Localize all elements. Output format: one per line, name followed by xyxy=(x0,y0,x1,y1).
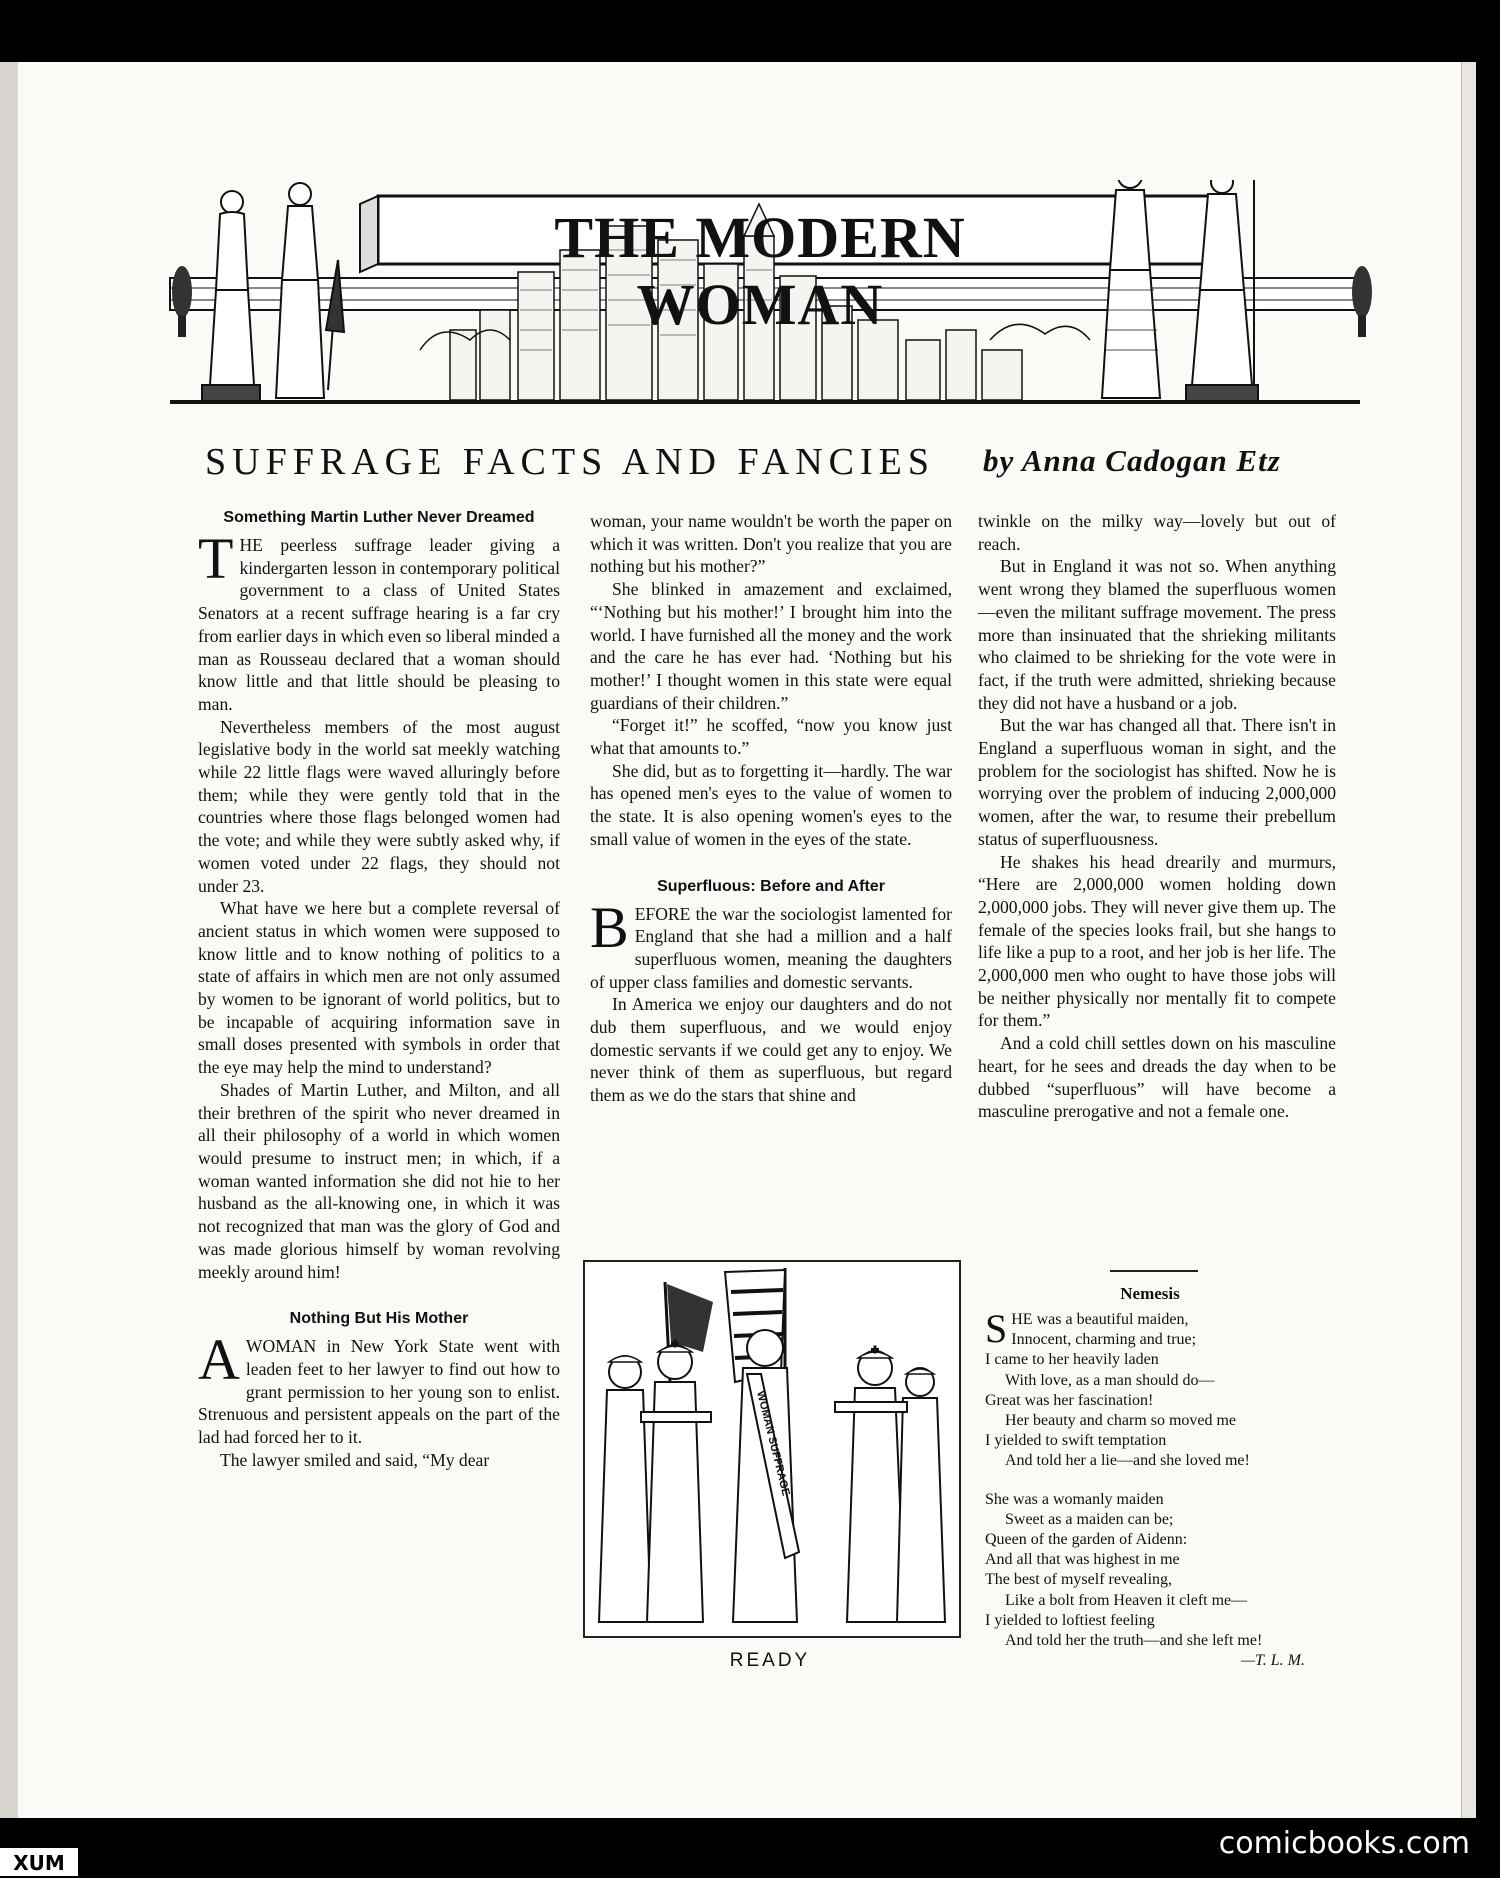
paragraph: But the war has changed all that. There isn't in England a superfluous woman in sight, and the problem for the sociologist has shifted. Now he is worrying over the problem of inducing 2,000,000 women, after the war, to resume their prebellum status of superfluousness. xyxy=(978,715,1336,849)
paragraph: twinkle on the milky way—lovely but out of reach. xyxy=(978,511,1336,554)
paragraph: In America we enjoy our daughters and do not dub them superfluous, and we would enjoy domestic servants if we could get any to enjoy. We never think of them as superfluous, but regard them as we do the stars that shine and xyxy=(590,994,952,1106)
poem-line: She was a womanly maiden xyxy=(985,1490,1164,1508)
paragraph: AWOMAN in New York State went with leaden feet to her lawyer to find out how to grant permission to her young son to enlist. Strenuous and persistent appeals on the part of the lad had forced her to it. xyxy=(198,1327,560,1448)
paragraph: “Forget it!” he scoffed, “now you know just what that amounts to.” xyxy=(590,715,952,759)
article-column-2 xyxy=(590,510,952,1107)
paragraph: BEFORE the war the sociologist lamented for England that she had a million and a half superfluous women, meaning the daughters of upper class families and domestic servants. xyxy=(590,894,952,992)
paragraph: Nevertheless members of the most august legislative body in the world sat meekly watching while 22 little flags were waved alluringly before them; while they were gently told that in the countries where those flags belonged women had the vote; and while they were subtly asked why, if women voted under 22 flags, they should not under 23. xyxy=(198,716,560,896)
paragraph: She did, but as to forgetting it—hardly. The war has opened men's eyes to the value of women to the state. It is also opening women's eyes to the small value of women in the eyes of the state. xyxy=(590,760,952,849)
poem-line: I yielded to loftiest feeling xyxy=(985,1611,1155,1629)
article-byline: by Anna Cadogan Etz xyxy=(983,443,1281,478)
poem-signature: —T. L. M. xyxy=(1240,1652,1305,1670)
paragraph: What have we here but a complete reversal of ancient status in which women were supposed to know little and to know nothing of politics to a state of affairs in which men are not only assumed by women to be ignorant of world politics, but to be incapable of acquiring information save in small doses presented with symbols in order that the eye may help the mind to understand? xyxy=(198,898,560,1078)
paragraph: And a cold chill settles down on his masculine heart, for he sees and dreads the day when to be dubbed “superfluous” will have become a masculine prerogative and not a female one. xyxy=(978,1033,1336,1122)
article-column-1 xyxy=(198,508,560,1471)
paragraph: woman, your name wouldn't be worth the paper on which it was written. Don't you realize that you are nothing but his mother?” xyxy=(590,511,952,577)
paragraph: The lawyer smiled and said, “My dear xyxy=(220,1449,490,1470)
poem-line: And all that was highest in me xyxy=(985,1551,1180,1569)
ready-illustration xyxy=(583,1260,961,1638)
poem-line: Like a bolt from Heaven it cleft me— xyxy=(1005,1591,1248,1609)
site-watermark: comicbooks.com xyxy=(1218,1826,1470,1861)
poem-line: Her beauty and charm so moved me xyxy=(1005,1412,1237,1430)
sash-text: WOMAN SUFFRAGE xyxy=(754,1389,792,1498)
paragraph: He shakes his head drearily and murmurs, “Here are 2,000,000 women holding down 2,000,000 jobs. They will never give them up. The female of the species looks frail, but she hangs to life like a pup to a root, and her job is her life. The 2,000,000 men who ought to have those jobs will be neither physically nor mentally fit to compete for them.” xyxy=(978,851,1336,1031)
page-edge xyxy=(1461,62,1476,1818)
corner-tag: XUM xyxy=(0,1848,78,1876)
poem xyxy=(985,1306,1315,1671)
paragraph: But in England it was not so. When anything went wrong they blamed the superfluous women—even the militant suffrage movement. The press more than insinuated that the shrieking militants who claimed to be shrieking for the vote were in fact, if the truth were admitted, shrieking because they did not have a husband or a job. xyxy=(978,556,1336,713)
section-heading: Nothing But His Mother xyxy=(289,1310,469,1328)
poem-line: I came to her heavily laden xyxy=(985,1351,1159,1369)
poem-title: Nemesis xyxy=(1120,1284,1180,1303)
drop-cap: A xyxy=(198,1327,240,1393)
paragraph: THE peerless suffrage leader giving a kindergarten lesson in contemporary political government to a class of United States Senators at a recent suffrage hearing is a far cry from earlier days in which even so liberal minded a man as Rousseau declared that a woman should know little and that little should be pleasing to man. xyxy=(198,526,561,714)
page-spine xyxy=(0,62,18,1818)
poem-line: I yielded to swift temptation xyxy=(985,1432,1167,1450)
poem-line: Queen of the garden of Aidenn: xyxy=(985,1531,1188,1549)
drop-cap: S xyxy=(985,1306,1008,1351)
article-column-3 xyxy=(978,510,1336,1123)
paragraph: Shades of Martin Luther, and Milton, and all their brethren of the spirit who never dreamed in all their philosophy of a world in which women would presume to instruct men; in which, if a woman wanted information she did not hie to her husband as the all-knowing one, in which it was not recognized that man was the glory of God and was made glorious himself by woman revolving meekly around him! xyxy=(198,1079,560,1282)
section-heading: Something Martin Luther Never Dreamed xyxy=(223,509,535,526)
poem-line: SHE was a beautiful maiden, xyxy=(985,1306,1189,1351)
poem-line: Great was her fascination! xyxy=(985,1391,1154,1409)
section-heading: Superfluous: Before and After xyxy=(657,877,885,895)
illustration-caption: READY xyxy=(729,1650,811,1671)
masthead-title: THE MODERN WOMAN xyxy=(554,205,966,337)
article-headline: SUFFRAGE FACTS AND FANCIES xyxy=(205,441,936,483)
poem-line: Innocent, charming and true; xyxy=(1011,1331,1197,1349)
divider-rule xyxy=(1110,1270,1198,1272)
poem-line: And told her a lie—and she loved me! xyxy=(1005,1452,1250,1470)
poem-line: The best of myself revealing, xyxy=(985,1571,1173,1589)
paragraph: She blinked in amazement and exclaimed, “‘Nothing but his mother!’ I brought him into the world. I have furnished all the money and the work and the care he has ever had. ‘Nothing but his mother!’ I thought women in this state were equal guardians of their children.” xyxy=(590,579,952,713)
drop-cap: T xyxy=(198,526,234,591)
poem-line: Sweet as a maiden can be; xyxy=(1005,1510,1174,1528)
poem-line: With love, as a man should do— xyxy=(1005,1371,1215,1389)
poem-line: And told her the truth—and she left me! xyxy=(1005,1632,1263,1650)
drop-cap: B xyxy=(590,894,629,960)
